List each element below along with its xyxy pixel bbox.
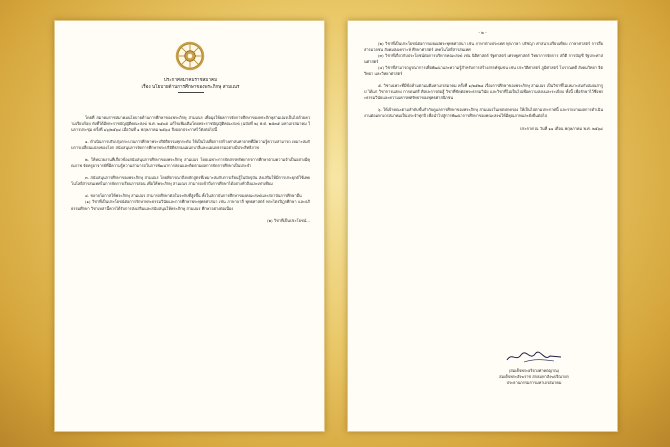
left-page-body: [71, 115, 310, 224]
signatory-title-2: ประธานกรรมการมหาเถรสมาคม: [506, 380, 562, 386]
paragraph-item-1: ๑. ดำเนินการปรับปรุงกระบวนการศึกษาพระปริยัติธรรมทุกระดับ ให้เป็นไปเพื่อการสร้างศาสนทายาทที่มีความรู้ความสามารถ เหมาะสมกับการเปลี่ยนแปลงของโลก สนับสนุนการจัดการศึกษาพระปริยัติธรรมแผนกบาลีและแผนกธรรมอย่างมีประสิทธิภาพ: [71, 139, 310, 151]
paragraph-subitem-4: (๔) วิชาที่สามารถบูรณาการเพื่อพัฒนาและความรู้สำหรับการสร้างสรรค์ชุมชน เช่น ประวัติศาสตร์ ภูมิศาสตร์ โบราณคดี สังคมวิทยา จิตวิทยา และวิทยาศาสตร์: [364, 65, 603, 77]
page-number: - ๒ -: [478, 30, 487, 35]
announcement-page-2: [347, 20, 618, 432]
paragraph-item-2: ๒. ให้หน่วยงานที่เกี่ยวข้องสนับสนุนการศึกษาของพระภิกษุ สามเณร โดยเฉพาะการจัดสรรทรัพยากรการศึกษาตามความจำเป็นอย่างมีคุณภาพ จัดครูอาจารย์ที่มีความรู้ความสามารถในการพัฒนาการสอนและติดตามผลการจัดการศึกษาเป็นประจำ: [71, 157, 310, 169]
paragraph-item-3: ๓. สนับสนุนการศึกษาของพระภิกษุ สามเณร โดยพิจารณาถึงหลักสูตรที่เหมาะสมกับการเรียนรู้ในปัจจุบัน ส่งเสริมให้มีการประยุกต์ใช้เทคโนโลยีสารสนเทศในการจัดการเรียนการสอน เพื่อให้พระภิกษุ สามเณร สามารถเข้าถึงการศึกษาได้อย่างทั่วถึงและเท่าเทียม: [71, 175, 310, 187]
announcement-heading: [71, 78, 310, 93]
paragraph-item-6: ๖. ให้เจ้าคณะตามลำดับชั้นกำกับดูแลการศึกษาของพระภิกษุ สามเณรในเขตปกครอง ให้เป็นไปตามประกาศนี้ และรายงานผลการดำเนินงานต่อมหาเถรสมาคมเป็นประจำทุกปี เพื่อนำไปสู่การพัฒนาการศึกษาของคณะสงฆ์ให้มีคุณภาพและยั่งยืนต่อไป: [364, 107, 603, 119]
right-page-body: [364, 41, 603, 132]
continued-marker: (๒) วิชาที่เป็นประโยชน์...: [267, 217, 310, 223]
signature-block: [479, 349, 589, 386]
signatory-title-1: สมเด็จพระสังฆราช สกลมหาสังฆปริณายก: [499, 374, 569, 380]
handwritten-signature-icon: [504, 350, 564, 364]
announcement-page-1: [54, 20, 325, 432]
paragraph-item-4: ๔. ขยายโอกาสให้พระภิกษุ สามเณร สามารถศึกษาต่อในระดับที่สูงขึ้น ทั้งในสถาบันการศึกษาของคณะสงฆ์และสถาบันการศึกษาอื่น: [85, 193, 302, 199]
heading-line-2: เรื่อง นโยบายด้านการศึกษาของพระภิกษุ สามเณร: [141, 84, 240, 90]
heading-divider: [178, 92, 204, 93]
signatory-name: (สมเด็จพระอริยวงศาคตญาณ): [508, 368, 560, 373]
paragraph-subitem-2: (๒) วิชาที่เป็นประโยชน์ต่อการเผยแผ่พระพุทธศาสนา เช่น ภาษาต่างประเทศ ทุกภาษา ปรัชญา ศาสนาเปรียบเทียบ ภาษาศาสตร์ การสื่อสารมวลชน สังคมสงเคราะห์ ศึกษาศาสตร์ เทคโนโลยีสารสนเทศ: [364, 41, 603, 53]
heading-line-1: ประกาศสมาคมราชสมาคม: [163, 78, 218, 83]
paragraph-subitem-3: (๓) วิชาที่เกี่ยวกับประโยชน์ต่อการบริหารคณะสงฆ์ เช่น นิติศาสตร์ รัฐศาสตร์ เศรษฐศาสตร์ วิทยาการจัดการ สถิติ การบัญชี รัฐประศาสนศาสตร์: [364, 53, 603, 65]
date-line: ประกาศ ณ วันที่ ๑๑ เดือน พฤษภาคม พ.ศ. ๒๕๖๔: [520, 125, 603, 131]
paragraph-subitem-1: (๑) วิชาที่เป็นประโยชน์ต่อการรักษาพระธรรมวินัยและการศึกษาพระพุทธศาสนา เช่น ภาษาบาลี พุทธศาสตร์ พระไตรปิฎกศึกษา และอภิธรรมศึกษา วิชาเหล่านี้ควรได้รับการส่งเสริมและสนับสนุนให้พระภิกษุ สามเณร ศึกษาอย่างต่อเนื่อง: [71, 199, 310, 211]
paragraph-preamble: โดยที่ สมาคมราชสมาคมนโยบายด้านการศึกษาของพระภิกษุ สามเณร เพื่อมุ่งให้ผลการจัดการศึกษาของพระภิกษุสามเณรเป็นไปด้วยความเรียบร้อย ดังที่ได้มีพระราชบัญญัติคณะสงฆ์ พ.ศ. ๒๕๐๕ แก้ไขเพิ่มเติมโดยพระราชบัญญัติคณะสงฆ์ (ฉบับที่ ๒) พ.ศ. ๒๕๓๕ มหาเถรสมาคม ในการประชุม ครั้งที่ ๑๖/๒๕๖๔ เมื่อวันที่ ๑ พฤษภาคม ๒๕๖๔ จึงออกประกาศไว้ดังต่อไปนี้: [71, 115, 310, 133]
paragraph-item-5: ๕. วิชาเฉพาะที่มีข้อห้ามตามมติมหาเถรสมาคม ครั้งที่ ๑/๒๕๒๘ เรื่องการศึกษาของพระภิกษุ สามเณร เป็นวิชาที่ไม่เหมาะสมกับสมณสารูป ได้แก่ วิชาการแสดง การดนตรี ศิลปะการต่อสู้ วิชาที่ขัดต่อพระธรรมวินัย และวิชาที่ไม่เป็นไปเพื่อความสงบและระเบียบ ทั้งนี้ เพื่อรักษาไว้ซึ่งพระธรรมวินัยและความเคารพศรัทธาของพุทธศาสนิกชน: [364, 83, 603, 101]
